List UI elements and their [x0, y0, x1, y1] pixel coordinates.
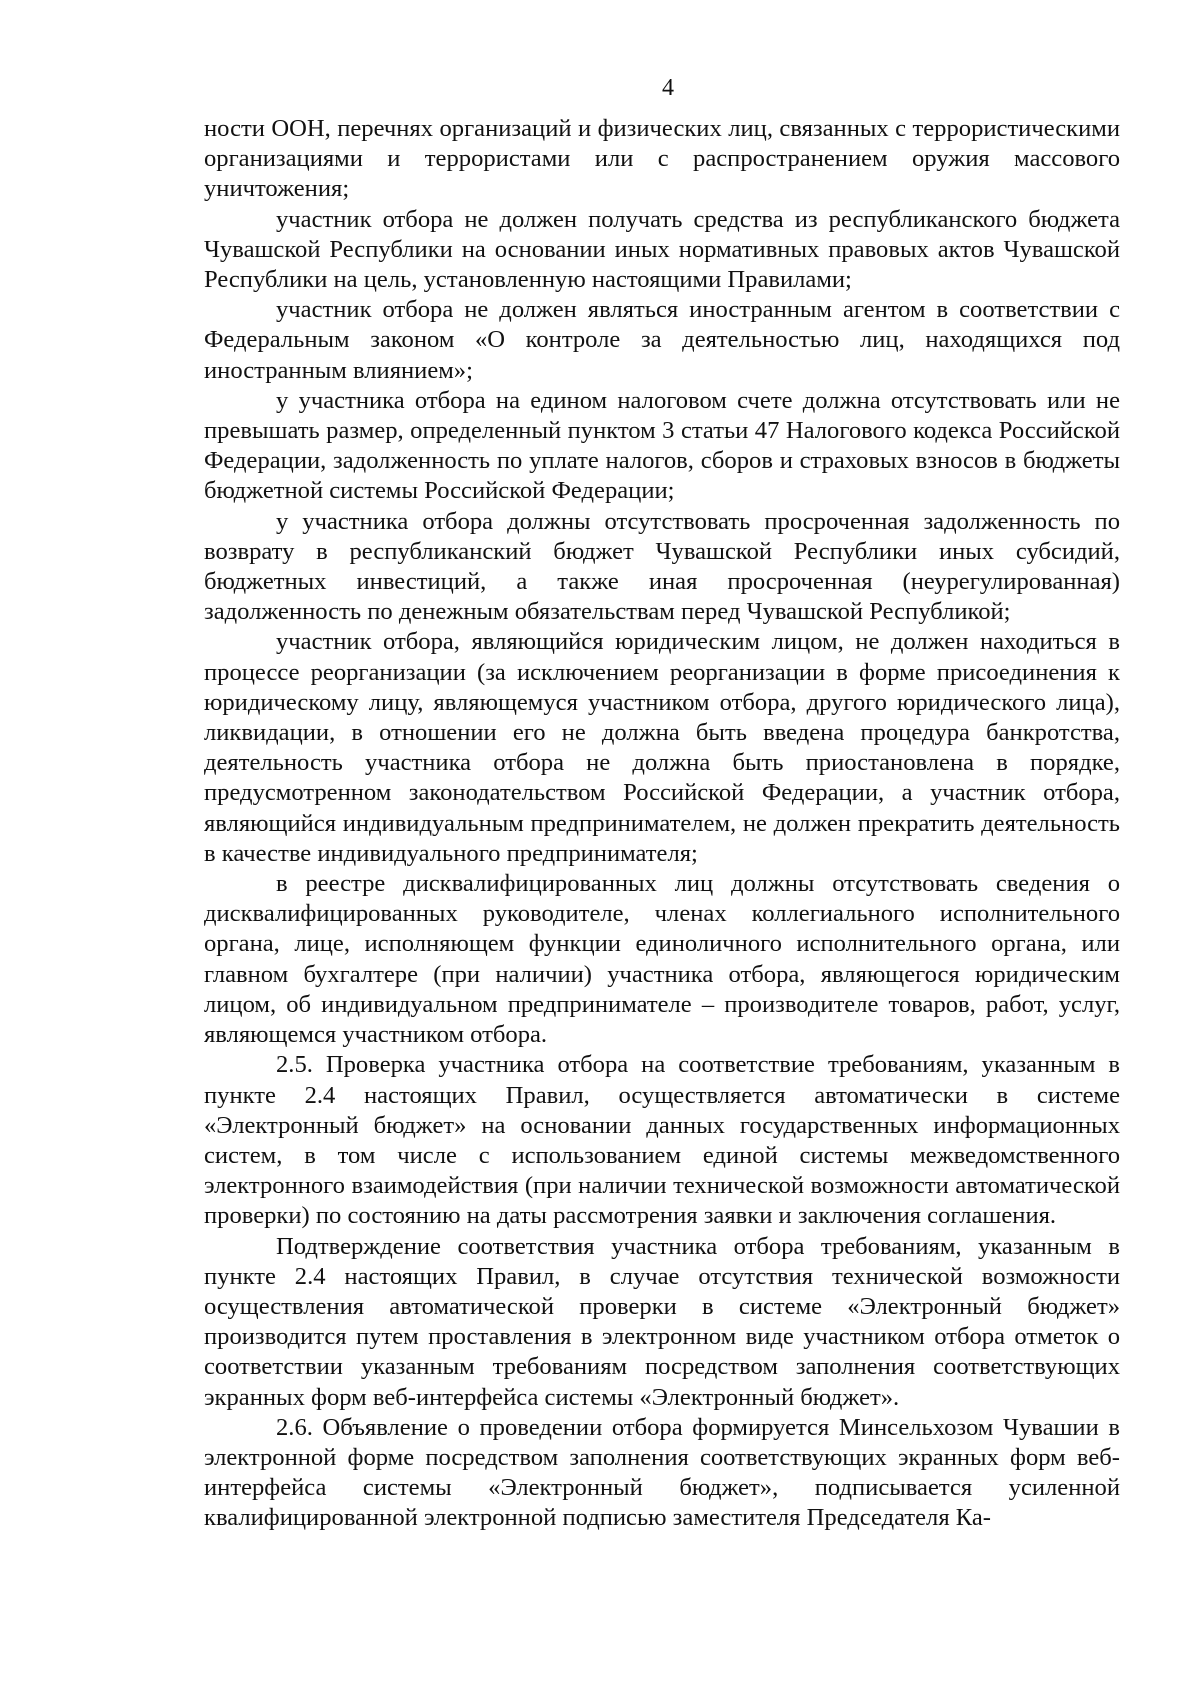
paragraph-tax-debt: у участника отбора на едином налоговом счете должна отсутствовать или не превышать размер, определенный пунктом 3 статьи 47 Налогового кодекса Российской Федерации, задолженность по уплате налогов, сборов и страховых взносов в бюджеты бюджетной системы Российской Федерации;	[204, 386, 1120, 505]
document-body	[204, 114, 1120, 1534]
paragraph-reorganization: участник отбора, являющийся юридическим лицом, не должен находиться в процессе реорганизации (за исключением реорганизации в форме присоединения к юридическому лицу, являющемуся участником отбора, другого юридического лица), ликвидации, в отношении его не должна быть введена процедура банкротства, деятельность участника отбора не должна быть приостановлена в порядке, предусмотренном законодательством Российской Федерации, а участник отбора, являющийся индивидуальным предпринимателем, не должен прекратить деятельность в качестве индивидуального предпринимателя;	[204, 628, 1120, 867]
paragraph-budget-funds: участник отбора не должен получать средства из республиканского бюджета Чувашской Республики на основании иных нормативных правовых актов Чувашской Республики на цель, установленную настоящими Правилами;	[204, 205, 1120, 294]
paragraph-foreign-agent: участник отбора не должен являться иностранным агентом в соответствии с Федеральным законом «О контроле за деятельностью лиц, находящихся под иностранным влиянием»;	[204, 296, 1120, 384]
page-number: 4	[662, 75, 674, 101]
paragraph-overdue-debt: у участника отбора должны отсутствовать просроченная задолженность по возврату в республиканский бюджет Чувашской Республики иных субсидий, бюджетных инвестиций, а также иная просроченная (неурегулированная) задолженность по денежным обязательствам перед Чувашской Республикой;	[204, 507, 1120, 626]
paragraph-confirmation: Подтверждение соответствия участника отбора требованиям, указанным в пункте 2.4 настоящих Правил, в случае отсутствия технической возможности осуществления автоматической проверки в системе «Электронный бюджет» производится путем проставления в электронном виде участником отбора отметок о соответствии указанным требованиям посредством заполнения соответствующих экранных форм веб-интерфейса системы «Электронный бюджет».	[204, 1232, 1120, 1411]
paragraph-continuation: ности ООН, перечнях организаций и физических лиц, связанных с террористическими организациями и террористами или с распространением оружия массового уничтожения;	[204, 115, 1120, 203]
paragraph-clause-2-6: 2.6. Объявление о проведении отбора формируется Минсельхозом Чувашии в электронной форме посредством заполнения соответствующих экранных форм веб-интерфейса системы «Электронный бюджет», подписывается усиленной квалифицированной электронной подписью заместителя Председателя Ка-	[204, 1413, 1120, 1532]
paragraph-disqualified-registry: в реестре дисквалифицированных лиц должны отсутствовать сведения о дисквалифицированных руководителе, членах коллегиального исполнительного органа, лице, исполняющем функции единоличного исполнительного органа, или главном бухгалтере (при наличии) участника отбора, являющегося юридическим лицом, об индивидуальном предпринимателе – производителе товаров, работ, услуг, являющемся участником отбора.	[204, 870, 1120, 1049]
paragraph-clause-2-5: 2.5. Проверка участника отбора на соответствие требованиям, указанным в пункте 2.4 настоящих Правил, осуществляется автоматически в системе «Электронный бюджет» на основании данных государственных информационных систем, в том числе с использованием единой системы межведомственного электронного взаимодействия (при наличии технической возможности автоматической проверки) по состоянию на даты рассмотрения заявки и заключения соглашения.	[204, 1051, 1120, 1230]
